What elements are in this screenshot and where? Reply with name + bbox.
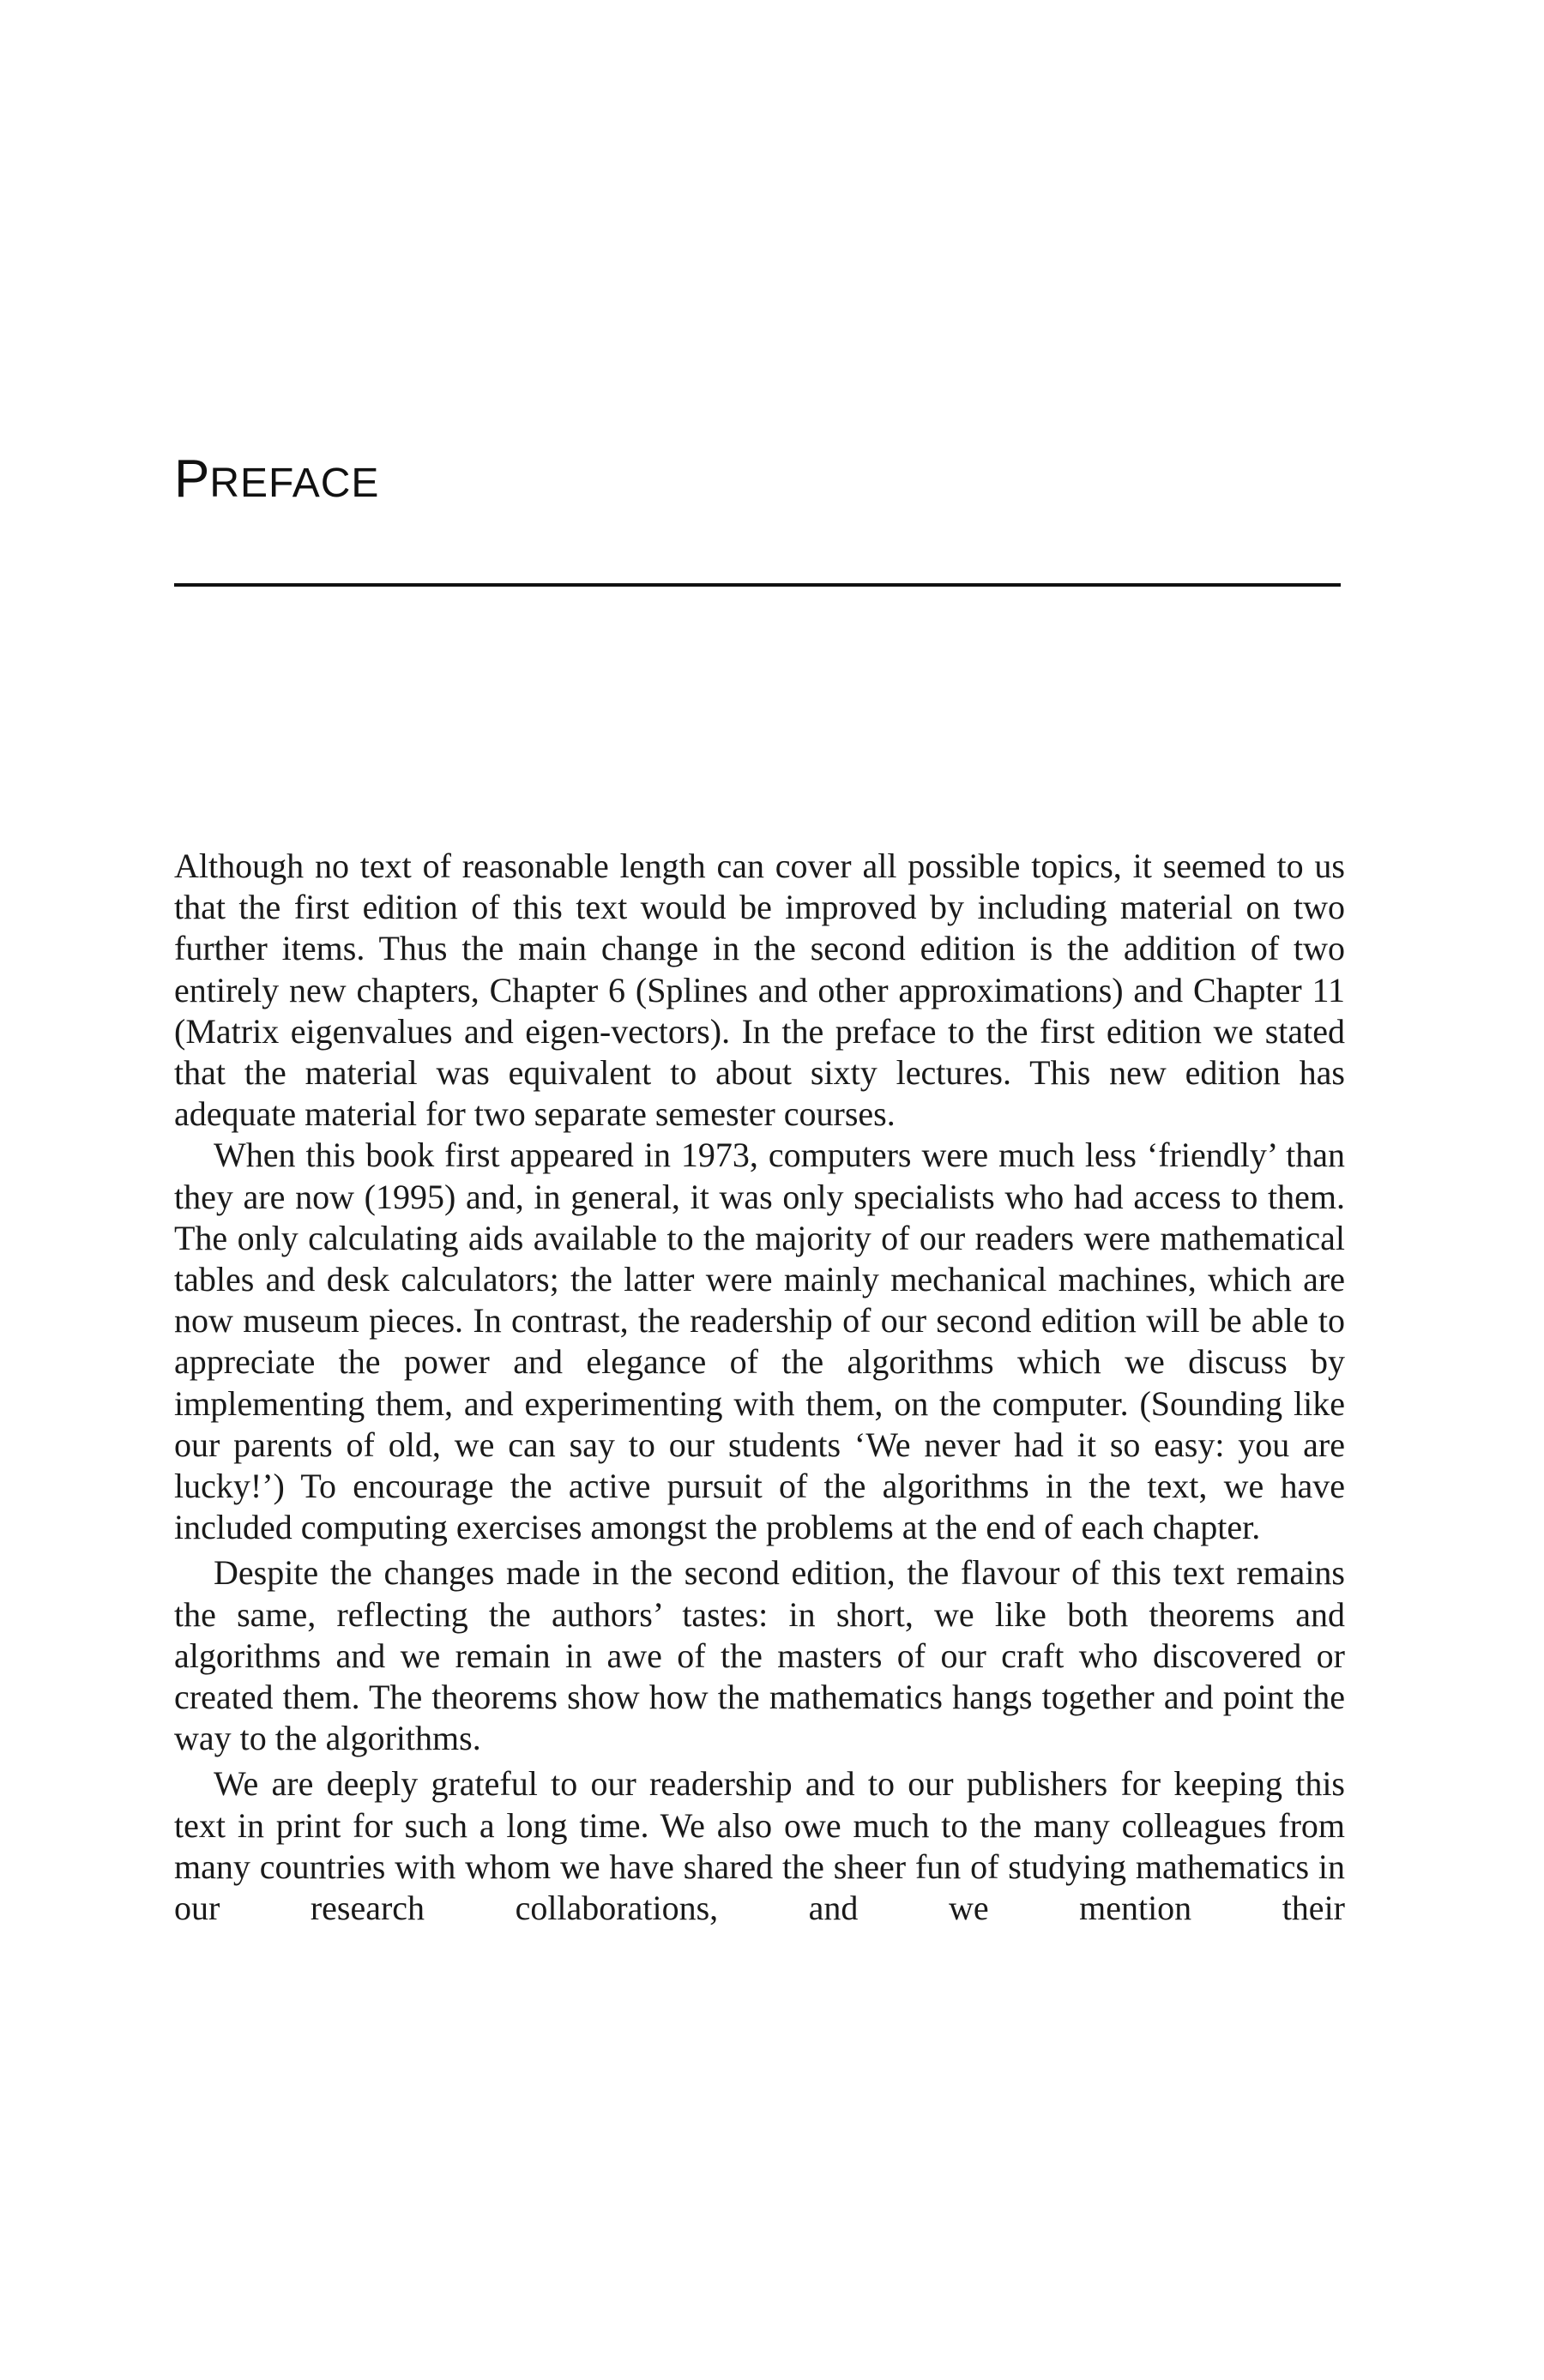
page-title <box>174 449 380 509</box>
title-initial: P <box>174 449 210 509</box>
preface-body <box>174 846 1345 1929</box>
title-rest: REFACE <box>209 461 380 506</box>
paragraph-2: When this book first appeared in 1973, computers were much less ‘friendly’ than they are now (1995) and, in general, it was only specialists who had access to them. The only calculating aids available to the majority of our readers were mathematical tables and desk calculators; the latter were mainly mechanical machines, which are now museum pieces. In contrast, the readership of our second edition will be able to appreciate the power and elegance of the algorithms which we discuss by implementing them, and experimenting with them, on the computer. (Sounding like our parents of old, we can say to our students ‘We never had it so easy: you are lucky!’) To encourage the active pursuit of the algorithms in the text, we have included computing exercises amongst the problems at the end of each chapter. <box>174 1136 1345 1547</box>
paragraph-1: Although no text of reasonable length can cover all possible topics, it seemed to us that the first edition of this text would be improved by including material on two further items. Thus the main change in the second edition is the addition of two entirely new chapters, Chapter 6 (Splines and other approximations) and Chapter 11 (Matrix eigenvalues and eigen-vectors). In the preface to the first edition we stated that the material was equivalent to about sixty lectures. This new edition has adequate material for two separate semester courses. <box>174 847 1345 1134</box>
paragraph-3: Despite the changes made in the second edition, the flavour of this text remains the same, reflecting the authors’ tastes: in short, we like both theorems and algorithms and we remain in awe of the masters of our craft who discovered or created them. The theorems show how the mathematics hangs together and point the way to the algorithms. <box>174 1553 1345 1758</box>
paragraph-4: We are deeply grateful to our readership and to our publishers for keeping this text in print for such a long time. We also owe much to the many colleagues from many countries with whom we have shared the sheer fun of studying mathematics in our research collaborations, and we mention their <box>174 1764 1345 1928</box>
title-rule <box>174 583 1341 587</box>
